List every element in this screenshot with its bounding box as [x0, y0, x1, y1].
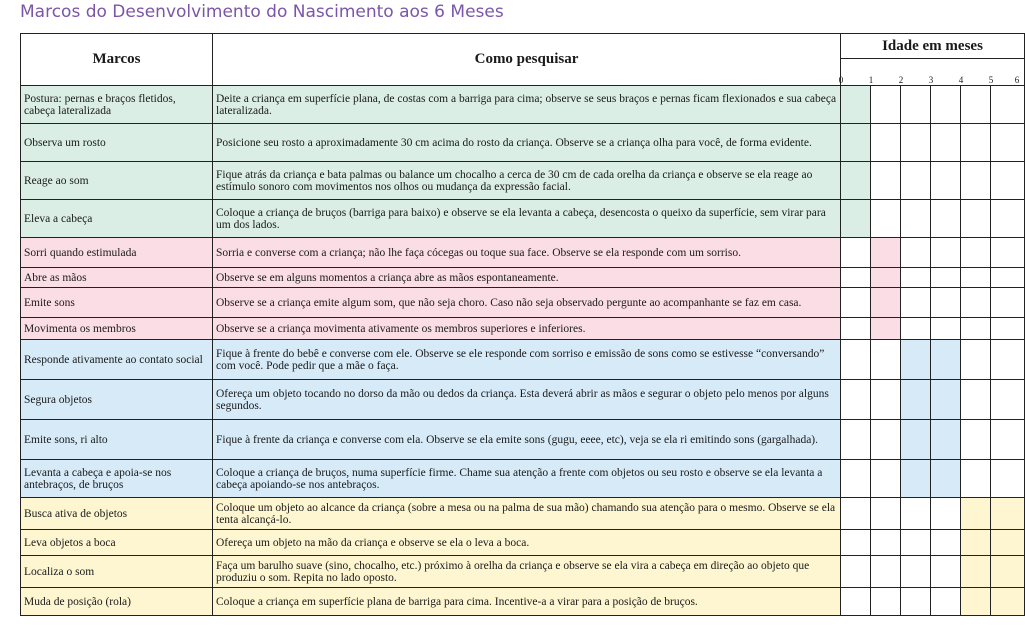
header-como-pesquisar: Como pesquisar — [213, 34, 841, 86]
table-row — [21, 162, 1025, 200]
age-cell-month-2[interactable] — [901, 288, 931, 318]
age-cell-month-3[interactable] — [931, 556, 961, 588]
age-cell-month-5[interactable] — [991, 588, 1025, 616]
age-cell-month-0[interactable] — [841, 238, 871, 268]
age-cell-month-1[interactable] — [871, 238, 901, 268]
table-row — [21, 460, 1025, 498]
milestone-method: Ofereça um objeto na mão da criança e observe se ela o leva a boca. — [213, 530, 841, 556]
table-row — [21, 380, 1025, 420]
age-cell-month-3[interactable] — [931, 318, 961, 340]
header-idade-em-meses: Idade em meses — [841, 34, 1025, 59]
age-cell-month-3[interactable] — [931, 288, 961, 318]
milestone-method: Observe se em alguns momentos a criança abre as mãos espontaneamente. — [213, 268, 841, 288]
age-cell-month-2[interactable] — [901, 460, 931, 498]
age-cell-month-2[interactable] — [901, 530, 931, 556]
age-cell-month-0[interactable] — [841, 556, 871, 588]
milestone-name: Segura objetos — [21, 380, 213, 420]
age-cell-month-3[interactable] — [931, 380, 961, 420]
age-cell-month-4[interactable] — [961, 588, 991, 616]
age-cell-month-3[interactable] — [931, 460, 961, 498]
age-cell-month-0[interactable] — [841, 124, 871, 162]
age-cell-month-4[interactable] — [961, 420, 991, 460]
milestone-method: Observe se a criança movimenta ativamente os membros superiores e inferiores. — [213, 318, 841, 340]
table-row — [21, 268, 1025, 288]
age-cell-month-5[interactable] — [991, 498, 1025, 530]
age-cell-month-5[interactable] — [991, 460, 1025, 498]
milestone-method: Fique à frente da criança e converse com ela. Observe se ela emite sons (gugu, eeee, etc), veja se ela ri emitindo sons (gargalhada). — [213, 420, 841, 460]
age-cell-month-0[interactable] — [841, 380, 871, 420]
age-cell-month-5[interactable] — [991, 318, 1025, 340]
month-label: 3 — [928, 75, 934, 85]
age-cell-month-5[interactable] — [991, 340, 1025, 380]
age-cell-month-2[interactable] — [901, 588, 931, 616]
age-cell-month-4[interactable] — [961, 124, 991, 162]
age-cell-month-5[interactable] — [991, 268, 1025, 288]
age-cell-month-2[interactable] — [901, 556, 931, 588]
age-cell-month-1[interactable] — [871, 200, 901, 238]
age-cell-month-4[interactable] — [961, 380, 991, 420]
milestone-name: Responde ativamente ao contato social — [21, 340, 213, 380]
table-row — [21, 340, 1025, 380]
milestone-name: Eleva a cabeça — [21, 200, 213, 238]
milestone-method: Ofereça um objeto tocando no dorso da mão ou dedos da criança. Esta deverá abrir as mãos e segurar o objeto pelo menos por alguns segundos. — [213, 380, 841, 420]
table-row — [21, 530, 1025, 556]
age-cell-month-5[interactable] — [991, 200, 1025, 238]
milestone-method: Posicione seu rosto a aproximadamente 30 cm acima do rosto da criança. Observe se a criança olha para você, de forma evidente. — [213, 124, 841, 162]
table-row — [21, 124, 1025, 162]
age-cell-month-4[interactable] — [961, 556, 991, 588]
age-cell-month-2[interactable] — [901, 498, 931, 530]
age-cell-month-1[interactable] — [871, 530, 901, 556]
table-row — [21, 556, 1025, 588]
month-ticks — [838, 59, 1025, 86]
age-cell-month-0[interactable] — [841, 200, 871, 238]
age-cell-month-3[interactable] — [931, 238, 961, 268]
age-cell-month-5[interactable] — [991, 380, 1025, 420]
age-cell-month-1[interactable] — [871, 86, 901, 124]
milestone-method: Sorria e converse com a criança; não lhe faça cócegas ou toque sua face. Observe se ela responde com um sorriso. — [213, 238, 841, 268]
table-row — [21, 318, 1025, 340]
age-cell-month-3[interactable] — [931, 588, 961, 616]
page-title: Marcos do Desenvolvimento do Nascimento aos 6 Meses — [20, 2, 504, 22]
milestone-name: Reage ao som — [21, 162, 213, 200]
age-cell-month-0[interactable] — [841, 588, 871, 616]
table-row — [21, 420, 1025, 460]
milestone-name: Observa um rosto — [21, 124, 213, 162]
age-cell-month-3[interactable] — [931, 530, 961, 556]
milestone-method: Coloque um objeto ao alcance da criança (sobre a mesa ou na palma de sua mão) chamando sua atenção para o mesmo. Observe se ela tenta alcançá-lo. — [213, 498, 841, 530]
age-cell-month-0[interactable] — [841, 420, 871, 460]
header-marcos: Marcos — [21, 34, 213, 86]
month-label: 4 — [958, 75, 964, 85]
table-row — [21, 86, 1025, 124]
table-row — [21, 288, 1025, 318]
age-cell-month-2[interactable] — [901, 162, 931, 200]
table-row — [21, 588, 1025, 616]
age-cell-month-1[interactable] — [871, 124, 901, 162]
milestone-method: Coloque a criança de bruços, numa superfície firme. Chame sua atenção a frente com objetos ou seu rosto e observe se ela levanta a cabeça apoiando-se nos antebraços. — [213, 460, 841, 498]
age-cell-month-1[interactable] — [871, 380, 901, 420]
age-cell-month-3[interactable] — [931, 498, 961, 530]
age-cell-month-2[interactable] — [901, 420, 931, 460]
age-cell-month-4[interactable] — [961, 200, 991, 238]
table-row — [21, 238, 1025, 268]
milestone-method: Fique atrás da criança e bata palmas ou balance um chocalho a cerca de 30 cm de cada orelha da criança e observe se ela reage ao estímulo sonoro com movimentos nos olhos ou mudança da expressão facial. — [213, 162, 841, 200]
age-cell-month-3[interactable] — [931, 200, 961, 238]
age-cell-month-5[interactable] — [991, 124, 1025, 162]
age-cell-month-1[interactable] — [871, 162, 901, 200]
age-cell-month-4[interactable] — [961, 460, 991, 498]
milestone-name: Emite sons, ri alto — [21, 420, 213, 460]
age-cell-month-2[interactable] — [901, 340, 931, 380]
age-cell-month-2[interactable] — [901, 318, 931, 340]
milestone-method: Deite a criança em superfície plana, de costas com a barriga para cima; observe se seus braços e pernas ficam flexionados e sua cabeça lateralizada. — [213, 86, 841, 124]
age-cell-month-3[interactable] — [931, 420, 961, 460]
age-cell-month-3[interactable] — [931, 162, 961, 200]
age-cell-month-0[interactable] — [841, 86, 871, 124]
milestone-method: Faça um barulho suave (sino, chocalho, etc.) próximo à orelha da criança e observe se ela vira a cabeça em direção ao objeto que produziu o som. Repita no lado oposto. — [213, 556, 841, 588]
month-label: 0 — [838, 75, 844, 85]
milestones-table — [20, 33, 1025, 616]
age-cell-month-2[interactable] — [901, 124, 931, 162]
age-cell-month-3[interactable] — [931, 340, 961, 380]
age-cell-month-3[interactable] — [931, 124, 961, 162]
age-cell-month-3[interactable] — [931, 86, 961, 124]
age-cell-month-4[interactable] — [961, 340, 991, 380]
milestone-method: Coloque a criança em superfície plana de barriga para cima. Incentive-a a virar para a posição de bruços. — [213, 588, 841, 616]
age-cell-month-4[interactable] — [961, 268, 991, 288]
age-cell-month-1[interactable] — [871, 340, 901, 380]
milestone-name: Abre as mãos — [21, 268, 213, 288]
age-cell-month-5[interactable] — [991, 288, 1025, 318]
age-cell-month-5[interactable] — [991, 420, 1025, 460]
age-cell-month-4[interactable] — [961, 86, 991, 124]
table-row — [21, 498, 1025, 530]
table-row — [21, 200, 1025, 238]
milestone-name: Busca ativa de objetos — [21, 498, 213, 530]
milestone-name: Postura: pernas e braços fletidos, cabeça lateralizada — [21, 86, 213, 124]
age-cell-month-4[interactable] — [961, 288, 991, 318]
age-cell-month-0[interactable] — [841, 162, 871, 200]
milestone-name: Levanta a cabeça e apoia-se nos antebraços, de bruços — [21, 460, 213, 498]
age-cell-month-3[interactable] — [931, 268, 961, 288]
age-cell-month-2[interactable] — [901, 238, 931, 268]
age-cell-month-4[interactable] — [961, 318, 991, 340]
age-cell-month-1[interactable] — [871, 498, 901, 530]
month-label: 1 — [868, 75, 874, 85]
age-cell-month-5[interactable] — [991, 86, 1025, 124]
milestone-name: Localiza o som — [21, 556, 213, 588]
age-cell-month-5[interactable] — [991, 162, 1025, 200]
age-cell-month-4[interactable] — [961, 238, 991, 268]
age-cell-month-1[interactable] — [871, 288, 901, 318]
milestone-name: Muda de posição (rola) — [21, 588, 213, 616]
month-label: 5 — [988, 75, 994, 85]
milestone-name: Emite sons — [21, 288, 213, 318]
milestone-name: Leva objetos a boca — [21, 530, 213, 556]
age-cell-month-1[interactable] — [871, 318, 901, 340]
age-cell-month-2[interactable] — [901, 200, 931, 238]
milestone-method: Coloque a criança de bruços (barriga para baixo) e observe se ela levanta a cabeça, desencosta o queixo da superfície, sem virar para um dos lados. — [213, 200, 841, 238]
age-cell-month-0[interactable] — [841, 318, 871, 340]
age-cell-month-2[interactable] — [901, 380, 931, 420]
age-cell-month-1[interactable] — [871, 268, 901, 288]
age-cell-month-0[interactable] — [841, 530, 871, 556]
milestone-name: Sorri quando estimulada — [21, 238, 213, 268]
age-cell-month-0[interactable] — [841, 288, 871, 318]
milestone-method: Fique à frente do bebê e converse com ele. Observe se ele responde com sorriso e emissão de sons como se estivesse “conversando” com você. Pode pedir que a mãe o faça. — [213, 340, 841, 380]
age-cell-month-0[interactable] — [841, 460, 871, 498]
age-cell-month-1[interactable] — [871, 460, 901, 498]
age-cell-month-2[interactable] — [901, 86, 931, 124]
age-cell-month-1[interactable] — [871, 420, 901, 460]
milestone-method: Observe se a criança emite algum som, que não seja choro. Caso não seja observado pergunte ao acompanhante se faz em casa. — [213, 288, 841, 318]
age-cell-month-0[interactable] — [841, 340, 871, 380]
age-cell-month-5[interactable] — [991, 530, 1025, 556]
age-cell-month-1[interactable] — [871, 556, 901, 588]
age-cell-month-4[interactable] — [961, 498, 991, 530]
age-cell-month-5[interactable] — [991, 238, 1025, 268]
month-label: 6 — [1014, 75, 1020, 85]
milestone-name: Movimenta os membros — [21, 318, 213, 340]
age-cell-month-4[interactable] — [961, 530, 991, 556]
age-cell-month-1[interactable] — [871, 588, 901, 616]
age-cell-month-0[interactable] — [841, 498, 871, 530]
month-label: 2 — [898, 75, 904, 85]
age-cell-month-4[interactable] — [961, 162, 991, 200]
age-cell-month-2[interactable] — [901, 268, 931, 288]
age-cell-month-5[interactable] — [991, 556, 1025, 588]
age-cell-month-0[interactable] — [841, 268, 871, 288]
